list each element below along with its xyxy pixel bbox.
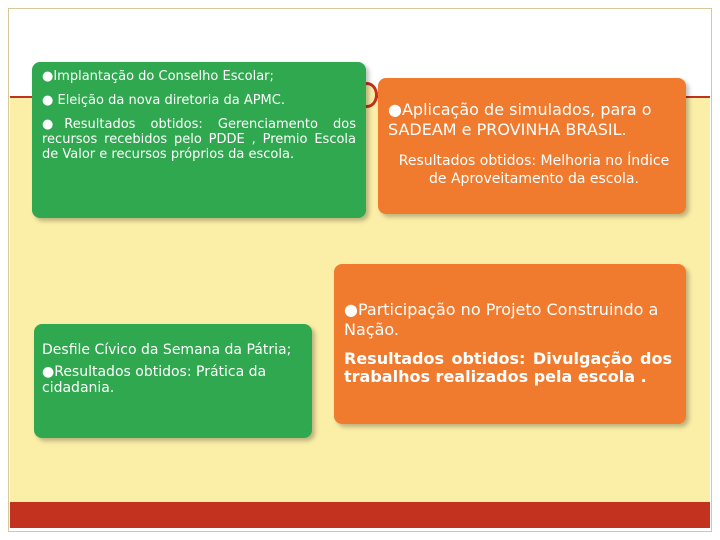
- apmc-election-text: ● Eleição da nova diretoria da APMC.: [42, 93, 285, 108]
- project-participation-text: ●Participação no Projeto Construindo a Nação.: [344, 300, 659, 339]
- council-implantation-text: ●Implantação do Conselho Escolar;: [42, 69, 274, 84]
- civic-results-text: ●Resultados obtidos: Prática da cidadania.: [42, 364, 267, 396]
- civic-parade-text: Desfile Cívico da Semana da Pátria;: [42, 342, 292, 358]
- orange-box-simulations: [378, 78, 686, 214]
- green-box-council: [32, 62, 366, 218]
- green-box-civic-parade: [34, 324, 312, 438]
- council-results-text: ●Resultados obtidos: Gerenciamento dos recursos recebidos pelo PDDE , Premio Escola de Valor e recursos próprios da escola.: [42, 117, 356, 162]
- project-results-text: Resultados obtidos: Divulgação dos trabalhos realizados pela escola .: [344, 349, 672, 386]
- simulations-results-text: Resultados obtidos: Melhoria no Índice de Aproveitamento da escola.: [398, 153, 670, 187]
- orange-box-project: [334, 264, 686, 424]
- footer-bar: [10, 502, 710, 528]
- simulations-text: ●Aplicação de simulados, para o SADEAM e PROVINHA BRASIL.: [388, 100, 652, 139]
